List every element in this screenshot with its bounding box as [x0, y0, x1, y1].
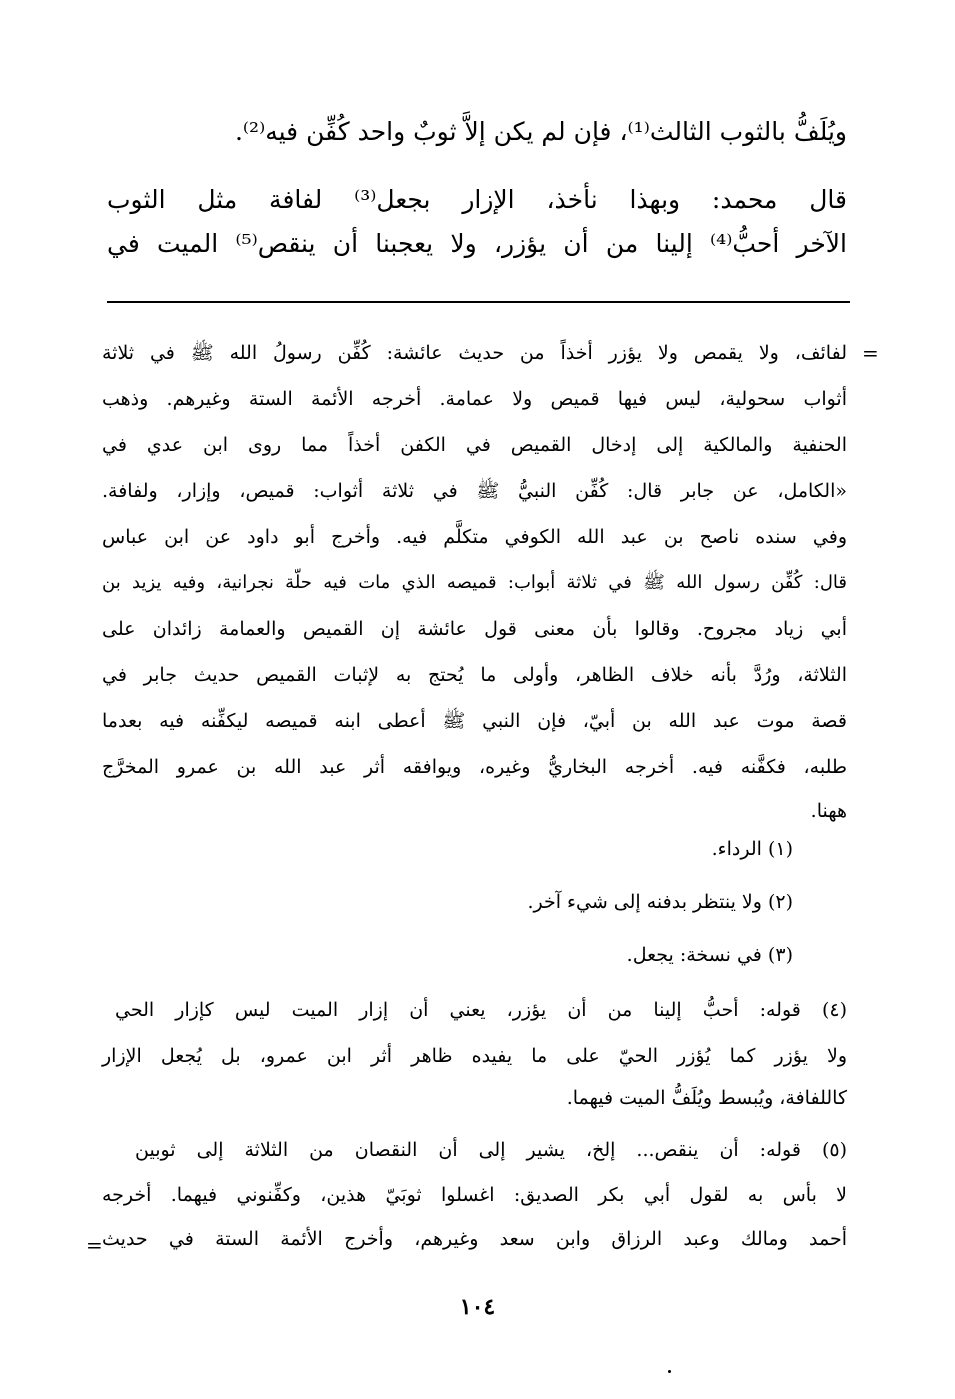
- footnote-cont-line-10: طلبه، فكفَّنه فيه. أخرجه البخاريُّ وغيره، ويوافقه أثر عبد الله بن عمرو المخرَّج: [102, 756, 847, 778]
- footnote-cont-line-5: وفي سنده ناصح بن عبد الله الكوفي متكلَّم فيه. وأخرج أبو داود عن ابن عباس: [102, 526, 847, 548]
- footnote-cont-line-9: قصة موت عبد الله بن أبيّ، فإن النبي ﷺ أعطى ابنه قميصه ليكفِّنه فيه بعدما: [102, 710, 847, 732]
- footnote-separator: [107, 301, 850, 303]
- footnote-cont-line-11: ههنا.: [810, 800, 847, 822]
- continuation-mark-bottom: =: [86, 1233, 103, 1257]
- footnote-4-line-1: (٤) قوله: أحبُّ إلينا من أن يؤزر، يعني أن إزار الميت ليس كإزار الحي: [115, 999, 847, 1021]
- footnote-2: (٢) ولا ينتظر بدفنه إلى شيء آخر.: [527, 891, 793, 913]
- page-number: ١٠٤: [459, 1294, 496, 1320]
- main-text-line-2: قال محمد: وبهذا نأخذ، الإزار بجعل⁽³⁾ لفافة مثل الثوب: [107, 185, 847, 214]
- footnote-cont-line-3: الحنفية والمالكية إلى إدخال القميص في الكفن أخذاً مما روى ابن عدي في: [102, 434, 847, 456]
- footnote-1: (١) الرداء.: [711, 838, 793, 860]
- footnote-5-line-1: (٥) قوله: أن ينقص... إلخ، يشير إلى أن النقصان من الثلاثة إلى ثوبين: [135, 1139, 847, 1161]
- footnote-4-line-2: ولا يؤزر كما يُؤزر الحيّ على ما يفيده ظاهر أثر ابن عمرو، بل يُجعل الإزار: [102, 1045, 847, 1067]
- footnote-cont-line-7: أبي زياد مجروح. وقالوا بأن معنى قول عائشة إن القميص والعمامة زائدان على: [102, 618, 847, 640]
- print-speck: [668, 1370, 671, 1373]
- main-text-line-1: ويُلَفُّ بالثوب الثالث⁽¹⁾، فإن لم يكن إلاَّ ثوبٌ واحد كُفِّن فيه⁽²⁾.: [234, 117, 847, 146]
- continuation-mark-top: =: [862, 341, 879, 365]
- footnote-cont-line-8: الثلاثة، ورُدَّ بأنه خلاف الظاهر، وأولى ما يُحتج به لإثبات القميص حديث جابر في: [102, 664, 847, 686]
- footnote-cont-line-6: قال: كُفِّن رسول الله ﷺ في ثلاثة أبواب: قميصه الذي مات فيه حلّة نجرانية، وفيه يزيد بن: [102, 572, 847, 593]
- main-text-line-3: الآخر أحبُّ⁽⁴⁾ إلينا من أن يؤزر، ولا يعجبنا أن ينقص⁽⁵⁾ الميت في: [107, 229, 847, 258]
- footnote-cont-line-4: «الكامل، عن جابر قال: كُفِّن النبيُّ ﷺ في ثلاثة أثواب: قميص، وإزار، ولفافة.: [102, 480, 847, 502]
- footnote-cont-line-1: لفائف، ولا يقمص ولا يؤزر أخذاً من حديث عائشة: كُفِّن رسولُ الله ﷺ في ثلاثة: [102, 342, 847, 364]
- footnote-3: (٣) في نسخة: يجعل.: [626, 944, 793, 966]
- footnote-5-line-3: أحمد ومالك وعبد الرزاق وابن سعد وغيرهم، وأخرج الأئمة الستة في حديث: [102, 1228, 847, 1250]
- footnote-5-line-2: لا بأس به لقول أبي بكر الصديق: اغسلوا ثوبَيّ هذين، وكفِّنوني فيهما. أخرجه: [102, 1184, 847, 1206]
- footnote-cont-line-2: أثواب سحولية، ليس فيها قميص ولا عمامة. أخرجه الأئمة الستة وغيرهم. وذهب: [102, 388, 847, 410]
- footnote-4-line-3: كاللفافة، ويُبسط ويُلَفُّ الميت فيهما.: [566, 1087, 847, 1109]
